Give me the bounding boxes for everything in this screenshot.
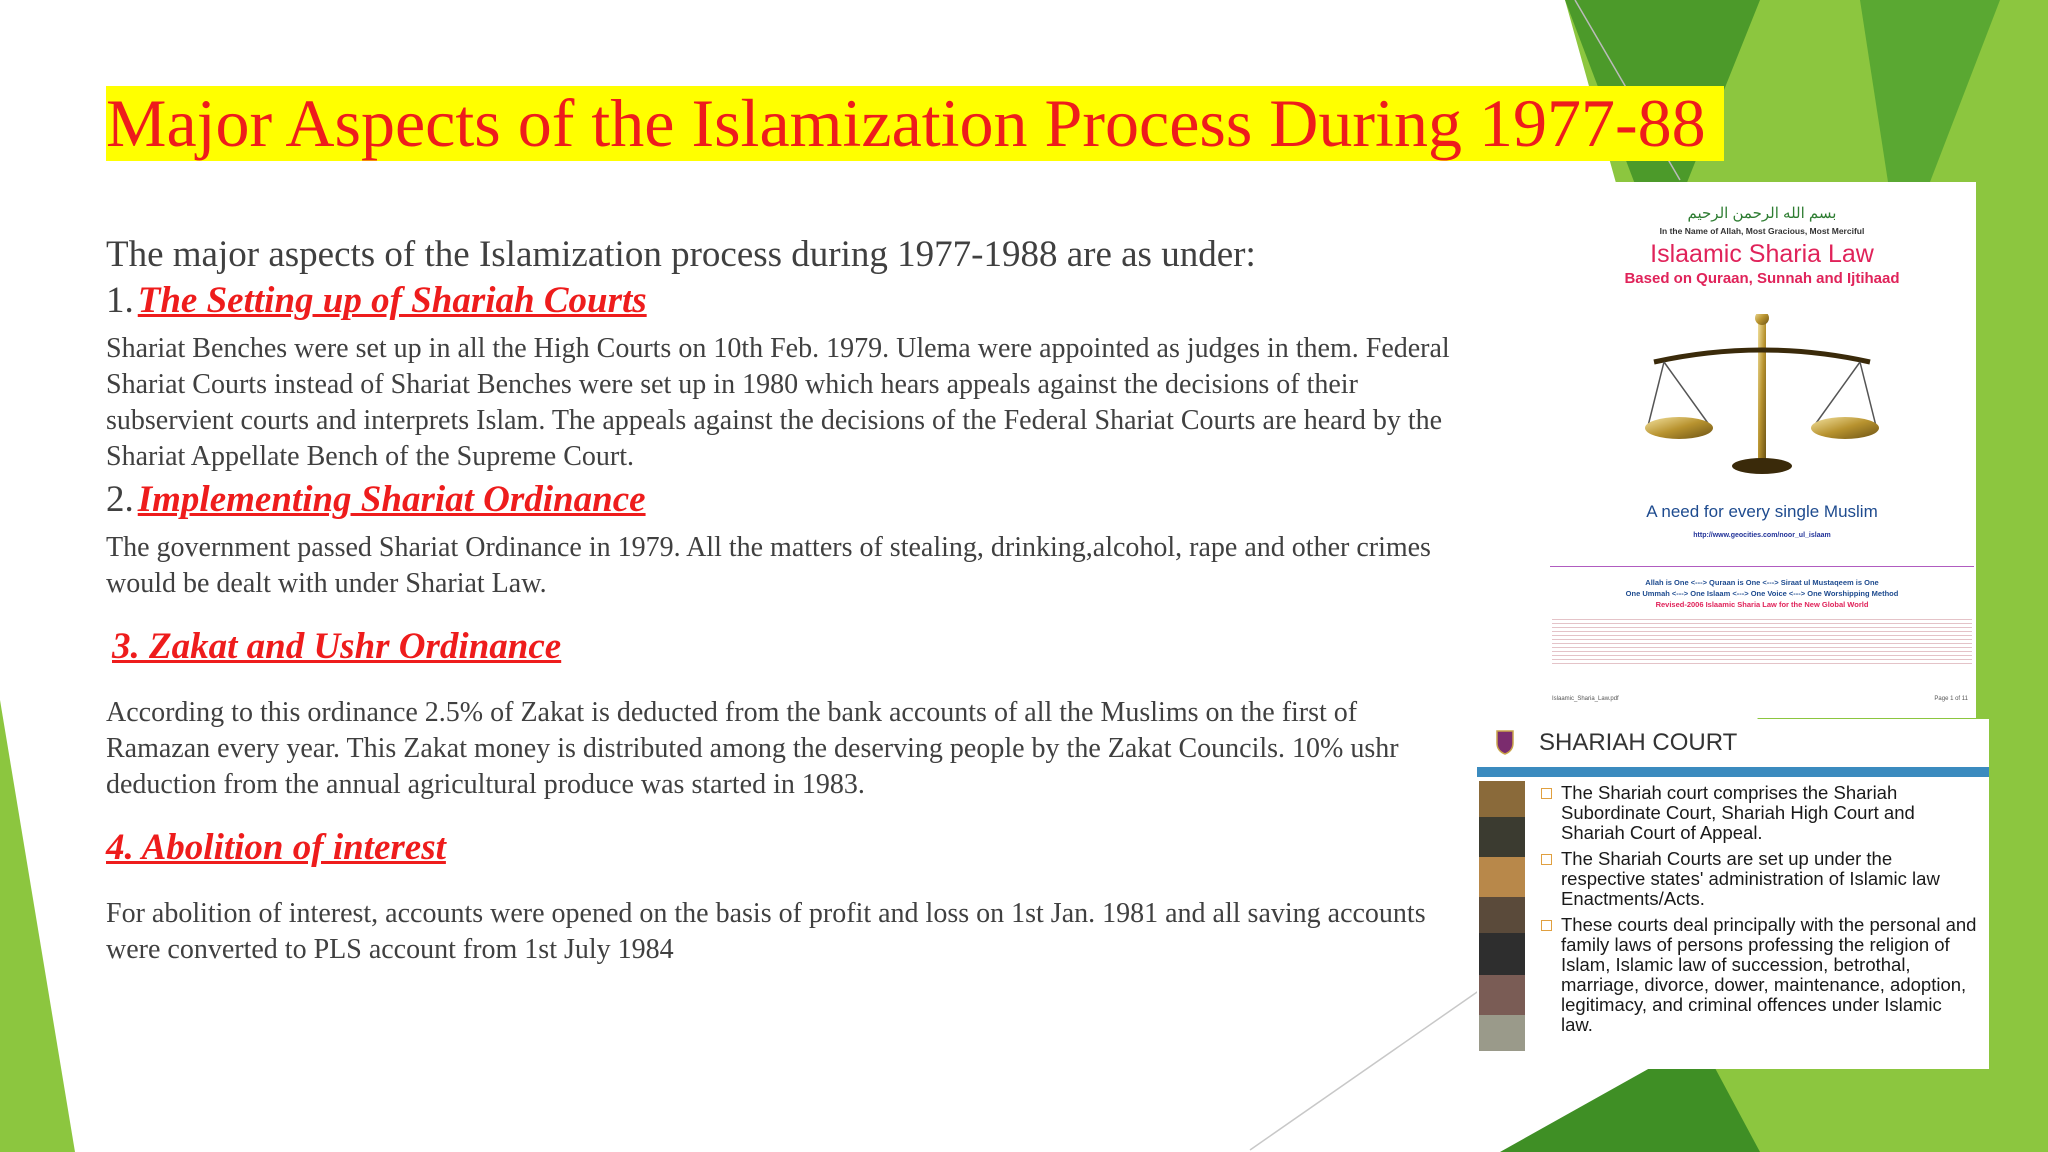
bullet-square-icon	[1541, 788, 1552, 799]
shariah-court-slide-image	[1477, 719, 1989, 1069]
section-2-number: 2.	[106, 479, 134, 520]
court-heading: SHARIAH COURT	[1539, 729, 1738, 756]
photo-strip	[1479, 781, 1525, 1067]
cover-url: http://www.geocities.com/noor_ul_islaam	[1693, 532, 1831, 539]
green-facet-left	[0, 700, 75, 1152]
court-bullet-list	[1547, 783, 1977, 1041]
section-4-text: For abolition of interest, accounts were opened on the basis of profit and loss on 1st Jan. 1981 and all saving accounts were converted to PLS account from 1st July 1984	[106, 898, 1426, 965]
sharia-law-cover-image	[1548, 182, 1976, 718]
section-3-text: According to this ordinance 2.5% of Zakat is deducted from the bank accounts of all the Muslims on the first of Ramazan every year. This Zakat money is distributed among the deserving people by the Zakat Councils. 10% ushr deduction from the annual agricultural produce was started in 1983.	[106, 697, 1399, 800]
bismillah-english: In the Name of Allah, Most Gracious, Most Merciful	[1659, 226, 1865, 236]
cover-subtitle: Based on Quraan, Sunnah and Ijtihaad	[1624, 270, 1900, 287]
section-4-title: 4. Abolition of interest	[106, 827, 446, 868]
cover-footer-right: Page 1 of 11	[1934, 696, 1968, 702]
court-header-bar	[1477, 767, 1989, 777]
cover-small-print	[1552, 616, 1972, 664]
intro-text: The major aspects of the Islamization process during 1977-1988 are as under:	[106, 234, 1256, 275]
cover-line-3: Revised-2006 Islaamic Sharia Law for the New Global World	[1655, 600, 1869, 609]
section-2-text: The government passed Shariat Ordinance in 1979. All the matters of stealing, drinking,alcohol, rape and other crimes would be dealt with under Shariat Law.	[106, 532, 1431, 599]
crest-icon	[1495, 729, 1515, 755]
bullet-square-icon	[1541, 854, 1552, 865]
section-1-text: Shariat Benches were set up in all the High Courts on 10th Feb. 1979. Ulema were appointed as judges in them. Federal Shariat Courts instead of Shariat Benches were set up in 1980 which hears appeals against the decisions of their subservient courts and interprets Islam. The appeals against the decisions of the Federal Shariat Courts are heard by the Shariat Appellate Bench of the Supreme Court.	[106, 333, 1450, 472]
section-4-heading	[106, 825, 1456, 878]
section-2-title: Implementing Shariat Ordinance	[137, 479, 646, 520]
thin-divider-line-bottom	[1250, 990, 1480, 1150]
court-bullet-1: The Shariah court comprises the Shariah Subordinate Court, Shariah High Court and Shariah Court of Appeal.	[1547, 783, 1977, 843]
cover-line-2: One Ummah <---> One Islaam <---> One Voice <---> One Worshipping Method	[1625, 589, 1899, 598]
court-bullet-2: The Shariah Courts are set up under the respective states' administration of Islamic law Enactments/Acts.	[1547, 849, 1977, 909]
slide-body	[106, 232, 1456, 968]
section-1-number: 1.	[106, 280, 134, 321]
bullet-square-icon	[1541, 920, 1552, 931]
scales-of-justice-icon	[1644, 314, 1880, 474]
cover-title: Islaamic Sharia Law	[1650, 240, 1874, 268]
section-1-heading	[106, 278, 1456, 331]
section-1-title: The Setting up of Shariah Courts	[137, 280, 647, 321]
cover-divider	[1550, 566, 1974, 567]
court-bullet-3: These courts deal principally with the personal and family laws of persons professing the religion of Islam, Islamic law of succession, betrothal, marriage, divorce, dower, maintenance, adoption, legitimacy, and criminal offences under Islamic law.	[1547, 915, 1977, 1035]
slide-title: Major Aspects of the Islamization Process During 1977-88	[106, 86, 1724, 161]
section-3-title: 3. Zakat and Ushr Ordinance	[112, 626, 562, 667]
section-3-heading	[106, 624, 1456, 677]
cover-footer-left: Islaamic_Sharia_Law.pdf	[1552, 696, 1619, 702]
cover-tagline: A need for every single Muslim	[1646, 502, 1878, 521]
section-2-heading	[106, 477, 1456, 530]
arabic-bismillah: بسم الله الرحمن الرحيم	[1687, 205, 1837, 222]
cover-line-1: Allah is One <---> Quraan is One <---> Siraat ul Mustaqeem is One	[1645, 578, 1879, 587]
